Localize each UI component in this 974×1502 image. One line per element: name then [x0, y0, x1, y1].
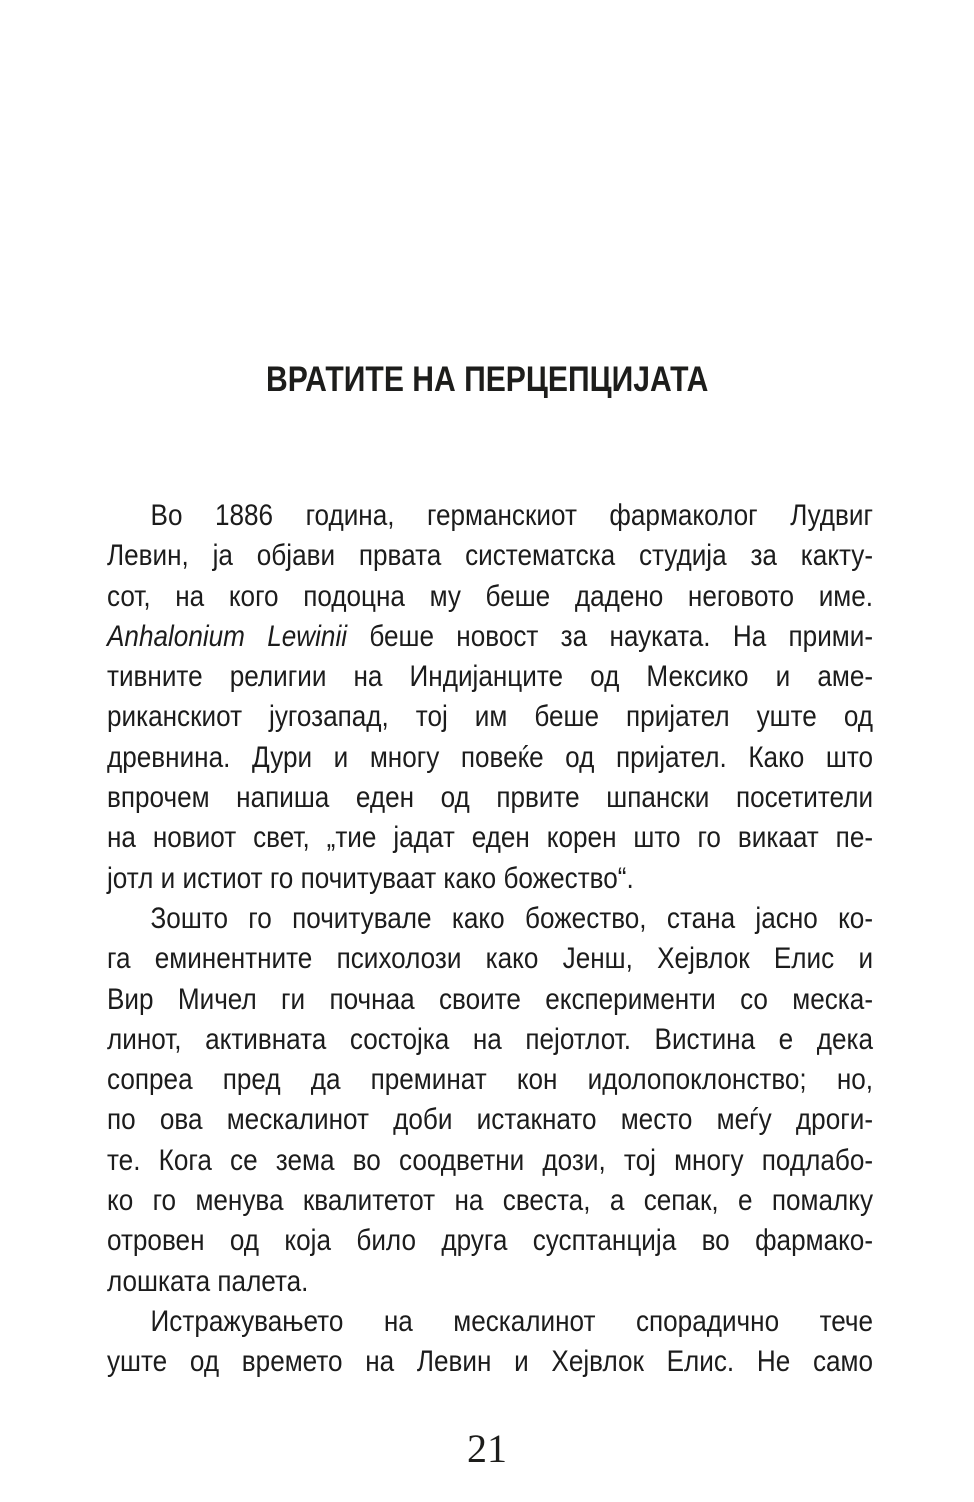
- text-line: [107, 1221, 873, 1261]
- text-segment: впрочем напиша еден од првите шпански посетители: [107, 781, 874, 815]
- text-line: [107, 1302, 873, 1342]
- text-segment: тивните религии на Индијанците од Мексико и аме-: [107, 660, 874, 694]
- text-segment: беше новост за науката. На прими-: [347, 619, 874, 653]
- text-segment: га еминентните психолози како Јенш, Хејвлок Елис и: [107, 942, 874, 976]
- text-line: [107, 577, 873, 617]
- text-segment: Во 1886 година, германскиот фармаколог Лудвиг: [150, 499, 874, 532]
- text-segment: сопреа пред да преминат кон идолопоклонство; но,: [107, 1063, 874, 1097]
- text-line: [107, 536, 873, 576]
- text-segment: Вир Мичел ги почнаа своите експерименти со меска-: [107, 982, 874, 1016]
- text-line: [107, 899, 873, 939]
- text-line: [107, 738, 873, 778]
- text-line: [107, 1020, 873, 1060]
- text-segment: линот, активната состојка на пејотлот. Вистина е дека: [107, 1022, 874, 1056]
- text-line: [107, 617, 873, 657]
- page-number: 21: [467, 1426, 507, 1471]
- text-segment: Левин, ја објави првата систематска студија за какту-: [107, 539, 874, 573]
- text-segment: риканскиот југозапад, тој им беше пријател уште од: [107, 700, 874, 734]
- text-line: [107, 980, 873, 1020]
- text-segment: древнина. Дури и многу повеќе од пријател. Како што: [107, 740, 874, 774]
- text-line: [107, 1100, 873, 1140]
- body-text: [107, 496, 873, 1383]
- text-line: [107, 939, 873, 979]
- body-text-block: [107, 496, 873, 1383]
- chapter-title-text: ВРАТИТЕ НА ПЕРЦЕПЦИЈАТА: [265, 360, 709, 399]
- text-segment: јотл и истиот го почитуваат како божество“.: [107, 861, 634, 895]
- text-segment: ко го менува квалитетот на свеста, а сепак, е помалку: [107, 1184, 874, 1218]
- text-segment: сот, на кого подоцна му беше дадено неговото име.: [107, 579, 874, 613]
- text-segment: лошката палета.: [107, 1264, 309, 1298]
- italic-text-segment: Anhalonium Lewinii: [107, 619, 348, 653]
- text-segment: по ова мескалинот доби истакнато место меѓу дроги-: [107, 1103, 874, 1137]
- text-segment: уште од времето на Левин и Хејвлок Елис. Не само: [107, 1345, 874, 1379]
- text-line: [107, 1060, 873, 1100]
- text-line: [107, 1262, 873, 1302]
- text-line: [107, 818, 873, 858]
- text-line: [107, 1141, 873, 1181]
- text-line: [107, 697, 873, 737]
- text-line: [107, 778, 873, 818]
- text-line: [107, 859, 873, 899]
- text-segment: отровен од која било друга сусптанција во фармако-: [107, 1224, 874, 1258]
- text-segment: Зошто го почитувале како божество, стана јасно ко-: [150, 901, 874, 935]
- text-line: [107, 1342, 873, 1382]
- text-segment: на новиот свет, „тие јадат еден корен што го викаат пе-: [107, 821, 874, 855]
- chapter-title: [0, 357, 974, 403]
- text-line: [107, 496, 873, 536]
- text-segment: те. Кога се зема во соодветни дози, тој многу подлабо-: [107, 1143, 874, 1177]
- text-line: [107, 657, 873, 697]
- text-segment: Истражувањето на мескалинот спорадично тече: [150, 1304, 874, 1338]
- text-line: [107, 1181, 873, 1221]
